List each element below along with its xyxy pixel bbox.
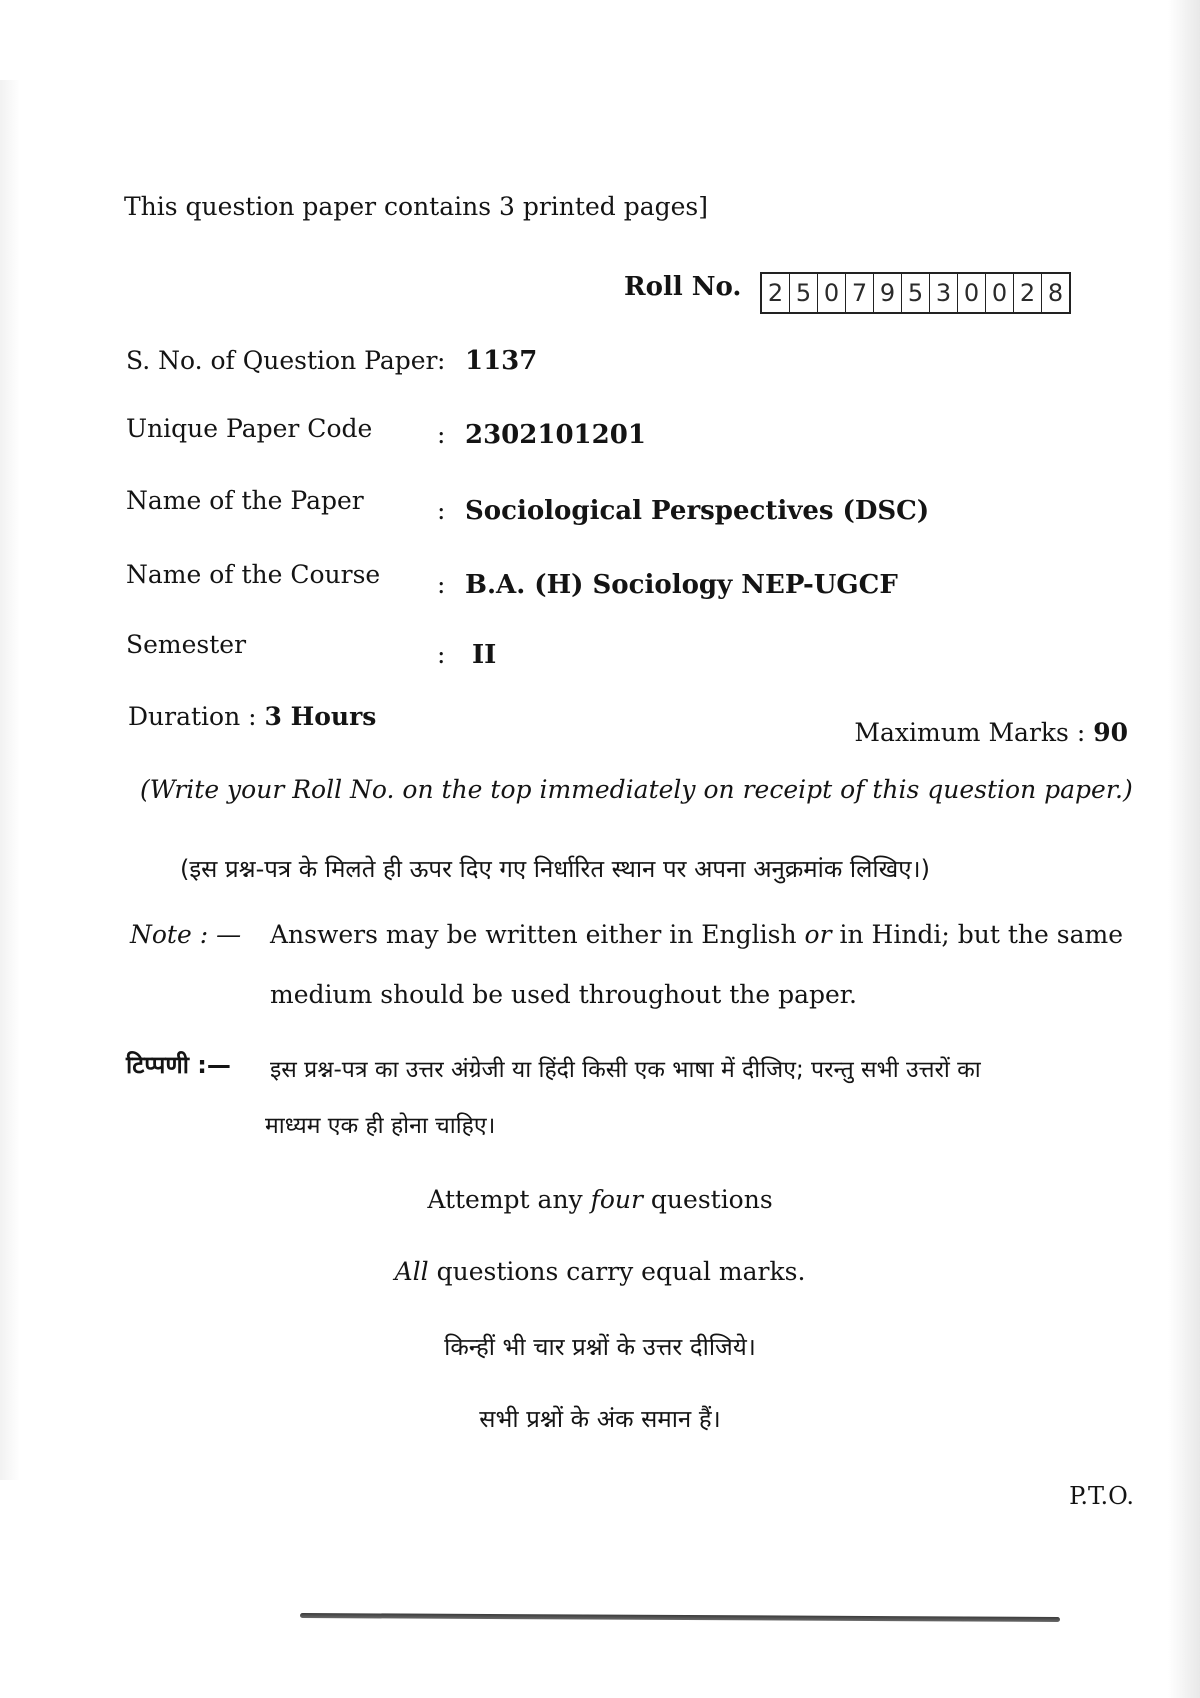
note-or: or <box>804 920 832 949</box>
meta-label-sno: S. No. of Question Paper <box>126 346 438 375</box>
roll-instruction-hindi: (इस प्रश्न-पत्र के मिलते ही ऊपर दिए गए निर्धारित स्थान पर अपना अनुक्रमांक लिखिए।) <box>180 855 930 883</box>
roll-digit: 8 <box>1047 279 1064 307</box>
roll-digit: 9 <box>874 274 902 312</box>
attempt-a: Attempt any <box>427 1185 591 1214</box>
roll-digit: 0 <box>818 274 846 312</box>
note-label: Note : — <box>130 920 242 949</box>
roll-instruction-english: (Write your Roll No. on the top immediately on receipt of this question paper.) <box>140 775 1133 804</box>
roll-digit: 3 <box>930 274 958 312</box>
meta-colon: : <box>437 496 446 525</box>
bottom-rule-line <box>300 1613 1060 1622</box>
roll-no-label: Roll No. <box>624 272 742 302</box>
roll-digit: 0 <box>986 274 1014 312</box>
roll-no-box <box>760 272 1071 314</box>
note-line-1 <box>270 920 1123 949</box>
note-line-1b: in Hindi; but the same <box>831 920 1124 949</box>
note-line-1a: Answers may be written either in English <box>270 920 805 949</box>
tippani-line-1: इस प्रश्न-पत्र का उत्तर अंग्रेजी या हिंदी किसी एक भाषा में दीजिए; परन्तु सभी उत्तरों का <box>270 1057 981 1083</box>
meta-colon: : <box>437 346 446 375</box>
attempt-instruction-hindi: किन्हीं भी चार प्रश्नों के उत्तर दीजिये। <box>444 1333 756 1361</box>
maximum-marks <box>854 718 1128 747</box>
meta-colon: : <box>437 570 446 599</box>
equal-rest: questions carry equal marks. <box>428 1257 806 1286</box>
page-edge-shadow-right <box>1168 0 1200 1698</box>
attempt-b: questions <box>642 1185 773 1214</box>
duration <box>128 702 376 731</box>
duration-label: Duration : <box>128 702 257 731</box>
attempt-instruction <box>0 1185 1200 1214</box>
duration-value: 3 Hours <box>264 702 377 731</box>
meta-value-sno: 1137 <box>465 346 538 376</box>
roll-digit: 5 <box>902 274 930 312</box>
meta-value-semester: II <box>472 640 497 670</box>
meta-value-course: B.A. (H) Sociology NEP-UGCF <box>465 570 898 600</box>
meta-value-paper: Sociological Perspectives (DSC) <box>465 496 930 526</box>
roll-digit: 5 <box>790 274 818 312</box>
meta-colon: : <box>437 640 446 669</box>
attempt-four: four <box>590 1185 643 1214</box>
max-marks-label: Maximum Marks : <box>854 718 1086 747</box>
meta-colon: : <box>437 420 446 449</box>
equal-all: All <box>394 1257 429 1286</box>
roll-digit: 2 <box>762 274 790 312</box>
equal-marks-instruction <box>0 1257 1200 1286</box>
equal-marks-hindi: सभी प्रश्नों के अंक समान हैं। <box>479 1405 721 1433</box>
meta-label-course: Name of the Course <box>126 560 381 589</box>
max-marks-value: 90 <box>1093 718 1128 747</box>
roll-digit: 2 <box>1014 274 1042 312</box>
meta-label-upc: Unique Paper Code <box>126 414 373 443</box>
note-line-2: medium should be used throughout the paper. <box>270 980 857 1009</box>
page-count-line: This question paper contains 3 printed pages] <box>124 192 708 221</box>
meta-label-semester: Semester <box>126 630 247 659</box>
roll-digit: 0 <box>958 274 986 312</box>
meta-label-paper: Name of the Paper <box>126 486 364 515</box>
tippani-line-2: माध्यम एक ही होना चाहिए। <box>265 1113 496 1139</box>
meta-value-upc: 2302101201 <box>465 420 646 450</box>
pto-marker: P.T.O. <box>1069 1482 1134 1510</box>
roll-digit: 7 <box>846 274 874 312</box>
tippani-label: टिप्पणी :— <box>126 1051 231 1079</box>
